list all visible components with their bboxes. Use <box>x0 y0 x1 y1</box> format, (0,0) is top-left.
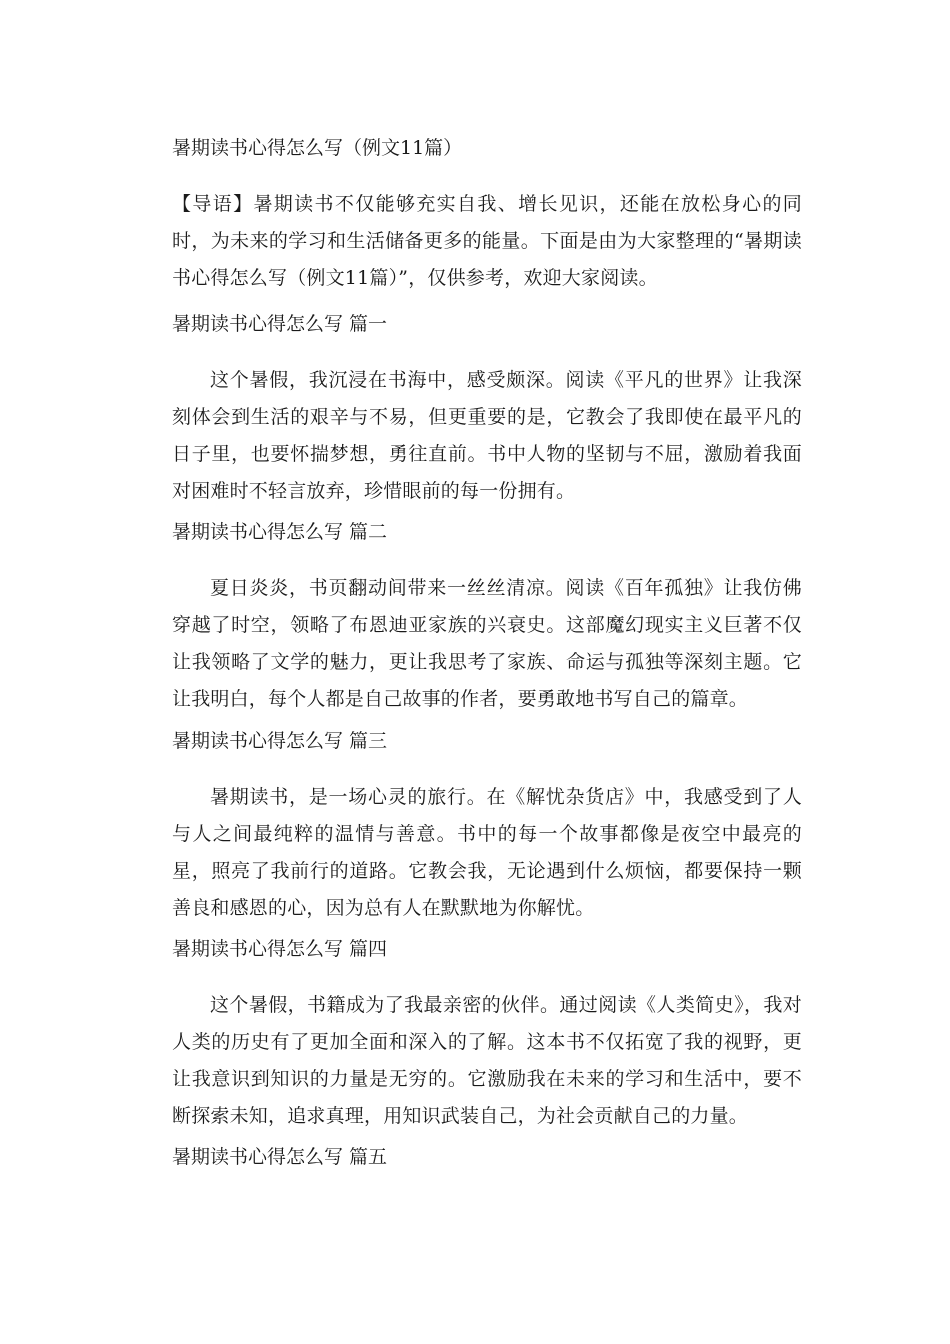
section-body-2: 夏日炎炎，书页翻动间带来一丝丝清凉。阅读《百年孤独》让我仿佛穿越了时空，领略了布恩迪亚家族的兴衰史。这部魔幻现实主义巨著不仅让我领略了文学的魅力，更让我思考了家族、命运与孤独等深刻主题。它让我明白，每个人都是自己故事的作者，要勇敢地书写自己的篇章。 <box>172 577 802 710</box>
section-body-1: 这个暑假，我沉浸在书海中，感受颇深。阅读《平凡的世界》让我深刻体会到生活的艰辛与不易，但更重要的是，它教会了我即使在最平凡的日子里，也要怀揣梦想，勇往直前。书中人物的坚韧与不屈，激励着我面对困难时不轻言放弃，珍惜眼前的每一份拥有。 <box>172 369 802 502</box>
section-body-4: 这个暑假，书籍成为了我最亲密的伙伴。通过阅读《人类简史》，我对人类的历史有了更加全面和深入的了解。这本书不仅拓宽了我的视野，更让我意识到知识的力量是无穷的。它激励我在未来的学习和生活中，要不断探索未知，追求真理，用知识武装自己，为社会贡献自己的力量。 <box>172 994 802 1127</box>
section-heading-3: 暑期读书心得怎么写 篇三 <box>172 730 388 752</box>
section-heading-1: 暑期读书心得怎么写 篇一 <box>172 313 388 335</box>
section-heading-4: 暑期读书心得怎么写 篇四 <box>172 938 388 960</box>
section-heading-2: 暑期读书心得怎么写 篇二 <box>172 521 388 543</box>
section-heading-5: 暑期读书心得怎么写 篇五 <box>172 1146 388 1168</box>
intro-paragraph: 【导语】暑期读书不仅能够充实自我、增长见识，还能在放松身心的同时，为未来的学习和生活储备更多的能量。下面是由为大家整理的“暑期读书心得怎么写（例文11篇）”，仅供参考，欢迎大家阅读。 <box>172 193 802 289</box>
document-title: 暑期读书心得怎么写（例文11篇） <box>172 137 463 159</box>
section-body-3: 暑期读书，是一场心灵的旅行。在《解忧杂货店》中，我感受到了人与人之间最纯粹的温情与善意。书中的每一个故事都像是夜空中最亮的星，照亮了我前行的道路。它教会我，无论遇到什么烦恼，都要保持一颗善良和感恩的心，因为总有人在默默地为你解忧。 <box>172 786 802 919</box>
